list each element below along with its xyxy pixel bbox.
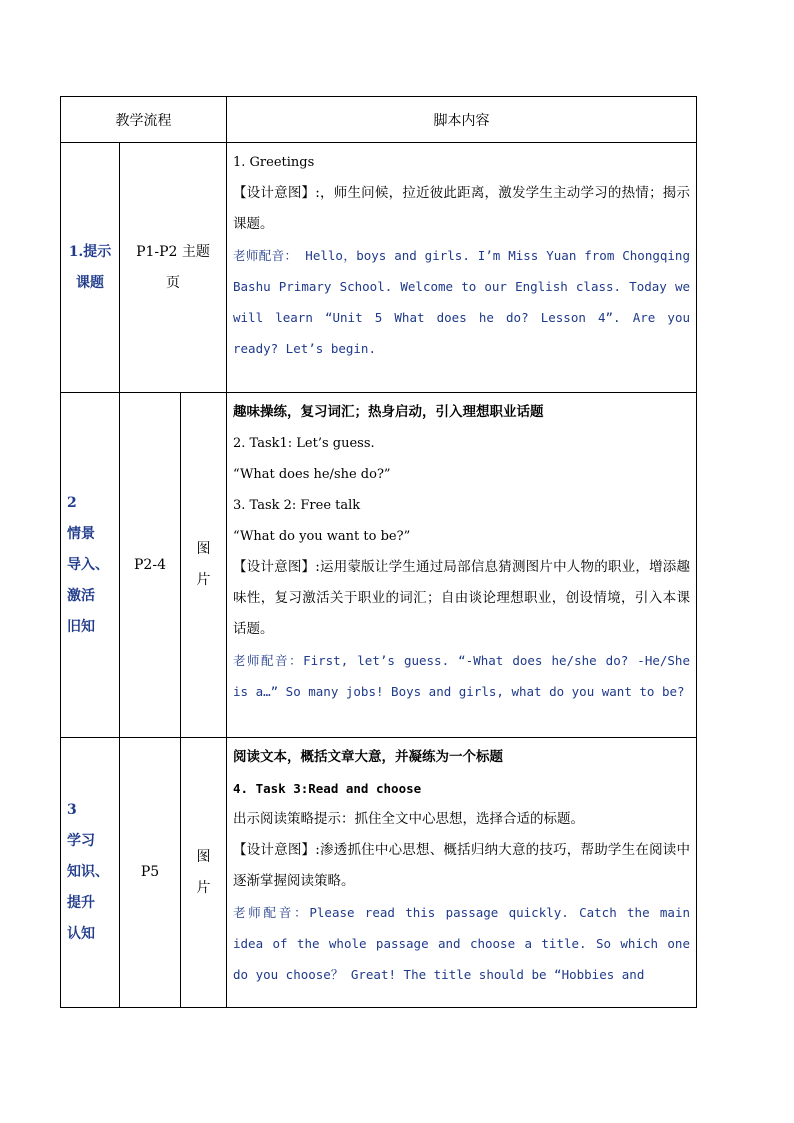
stage-label: 旧知 (67, 618, 95, 635)
stage-label: 学习 (67, 833, 95, 849)
content-line: “What do you want to be?” (233, 529, 411, 544)
pages-cell (120, 143, 227, 393)
teacher-voiceover: 老师配音： Hello，boys and girls. I’m Miss Yuan from Chongqing Bashu Primary School. Welcome to our English class. Today we will learn “Unit 5 What does he do? Lesson 4”. Are you ready? Let’s begin. (233, 248, 690, 356)
lesson-script-table (60, 96, 697, 1008)
header-script-content: 脚本内容 (227, 97, 697, 143)
media-cell (181, 393, 227, 738)
teacher-voiceover: 老师配音：First, let’s guess. “-What does he/she do? -He/She is a…” So many jobs! Boys and girls, what do you want to be? (233, 653, 690, 699)
task-heading: 4. Task 3:Read and choose (233, 781, 422, 796)
media-label: 图 (196, 848, 211, 865)
section-heading: 阅读文本，概括文章大意，并凝练为一个标题 (233, 749, 503, 765)
stage-cell (61, 393, 120, 738)
design-intent: 【设计意图】:，师生问候，拉近彼此距离，激发学生主动学习的热情；揭示课题。 (233, 185, 690, 232)
content-line: 出示阅读策略提示：抓住全文中心思想，选择合适的标题。 (233, 811, 584, 827)
stage-label: 2 (67, 494, 77, 511)
stage-cell (61, 143, 120, 393)
stage-label: 知识、 (67, 864, 109, 880)
stage-label: 情景 (67, 525, 95, 542)
design-intent: 【设计意图】:渗透抓住中心思想、概括归纳大意的技巧，帮助学生在阅读中逐渐掌握阅读策略。 (233, 842, 690, 889)
content-line: 3. Task 2: Free talk (233, 498, 361, 513)
content-line: 1. Greetings (233, 155, 315, 170)
table-row (61, 393, 697, 738)
stage-label: 提升 (67, 895, 95, 911)
stage-label: 3 (67, 802, 77, 818)
media-label: 图 (196, 541, 211, 557)
content-cell (227, 393, 697, 738)
teacher-voiceover: 老师配音：Please read this passage quickly. Catch the main idea of the whole passage and choose a title. So which one do you choose？ Great! The title should be “Hobbies and (233, 905, 690, 982)
content-cell (227, 143, 697, 393)
content-line: 2. Task1: Let’s guess. (233, 436, 375, 451)
stage-label: 1.提示 (68, 243, 112, 260)
pages-cell: P5 (120, 738, 181, 1008)
header-teaching-process: 教学流程 (61, 97, 227, 143)
stage-label: 导入、 (67, 556, 109, 573)
pages-label: P1-P2 主题 (136, 243, 210, 260)
design-intent: 【设计意图】:运用蒙版让学生通过局部信息猜测图片中人物的职业，增添趣味性，复习激活关于职业的词汇；自由谈论理想职业，创设情境，引入本课话题。 (233, 559, 690, 637)
table-row (61, 143, 697, 393)
pages-label: 页 (166, 274, 180, 291)
content-cell (227, 738, 697, 1008)
table-row (61, 738, 697, 1008)
content-line: “What does he/she do?” (233, 467, 391, 482)
table-header-row (61, 97, 697, 143)
stage-cell (61, 738, 120, 1008)
stage-label: 激活 (67, 587, 95, 604)
section-heading: 趣味操练，复习词汇；热身启动，引入理想职业话题 (233, 404, 544, 420)
stage-label: 课题 (76, 274, 104, 291)
stage-label: 认知 (67, 926, 95, 942)
media-label: 片 (196, 879, 211, 896)
pages-cell: P2-4 (120, 393, 181, 738)
media-cell (181, 738, 227, 1008)
media-label: 片 (196, 572, 211, 588)
